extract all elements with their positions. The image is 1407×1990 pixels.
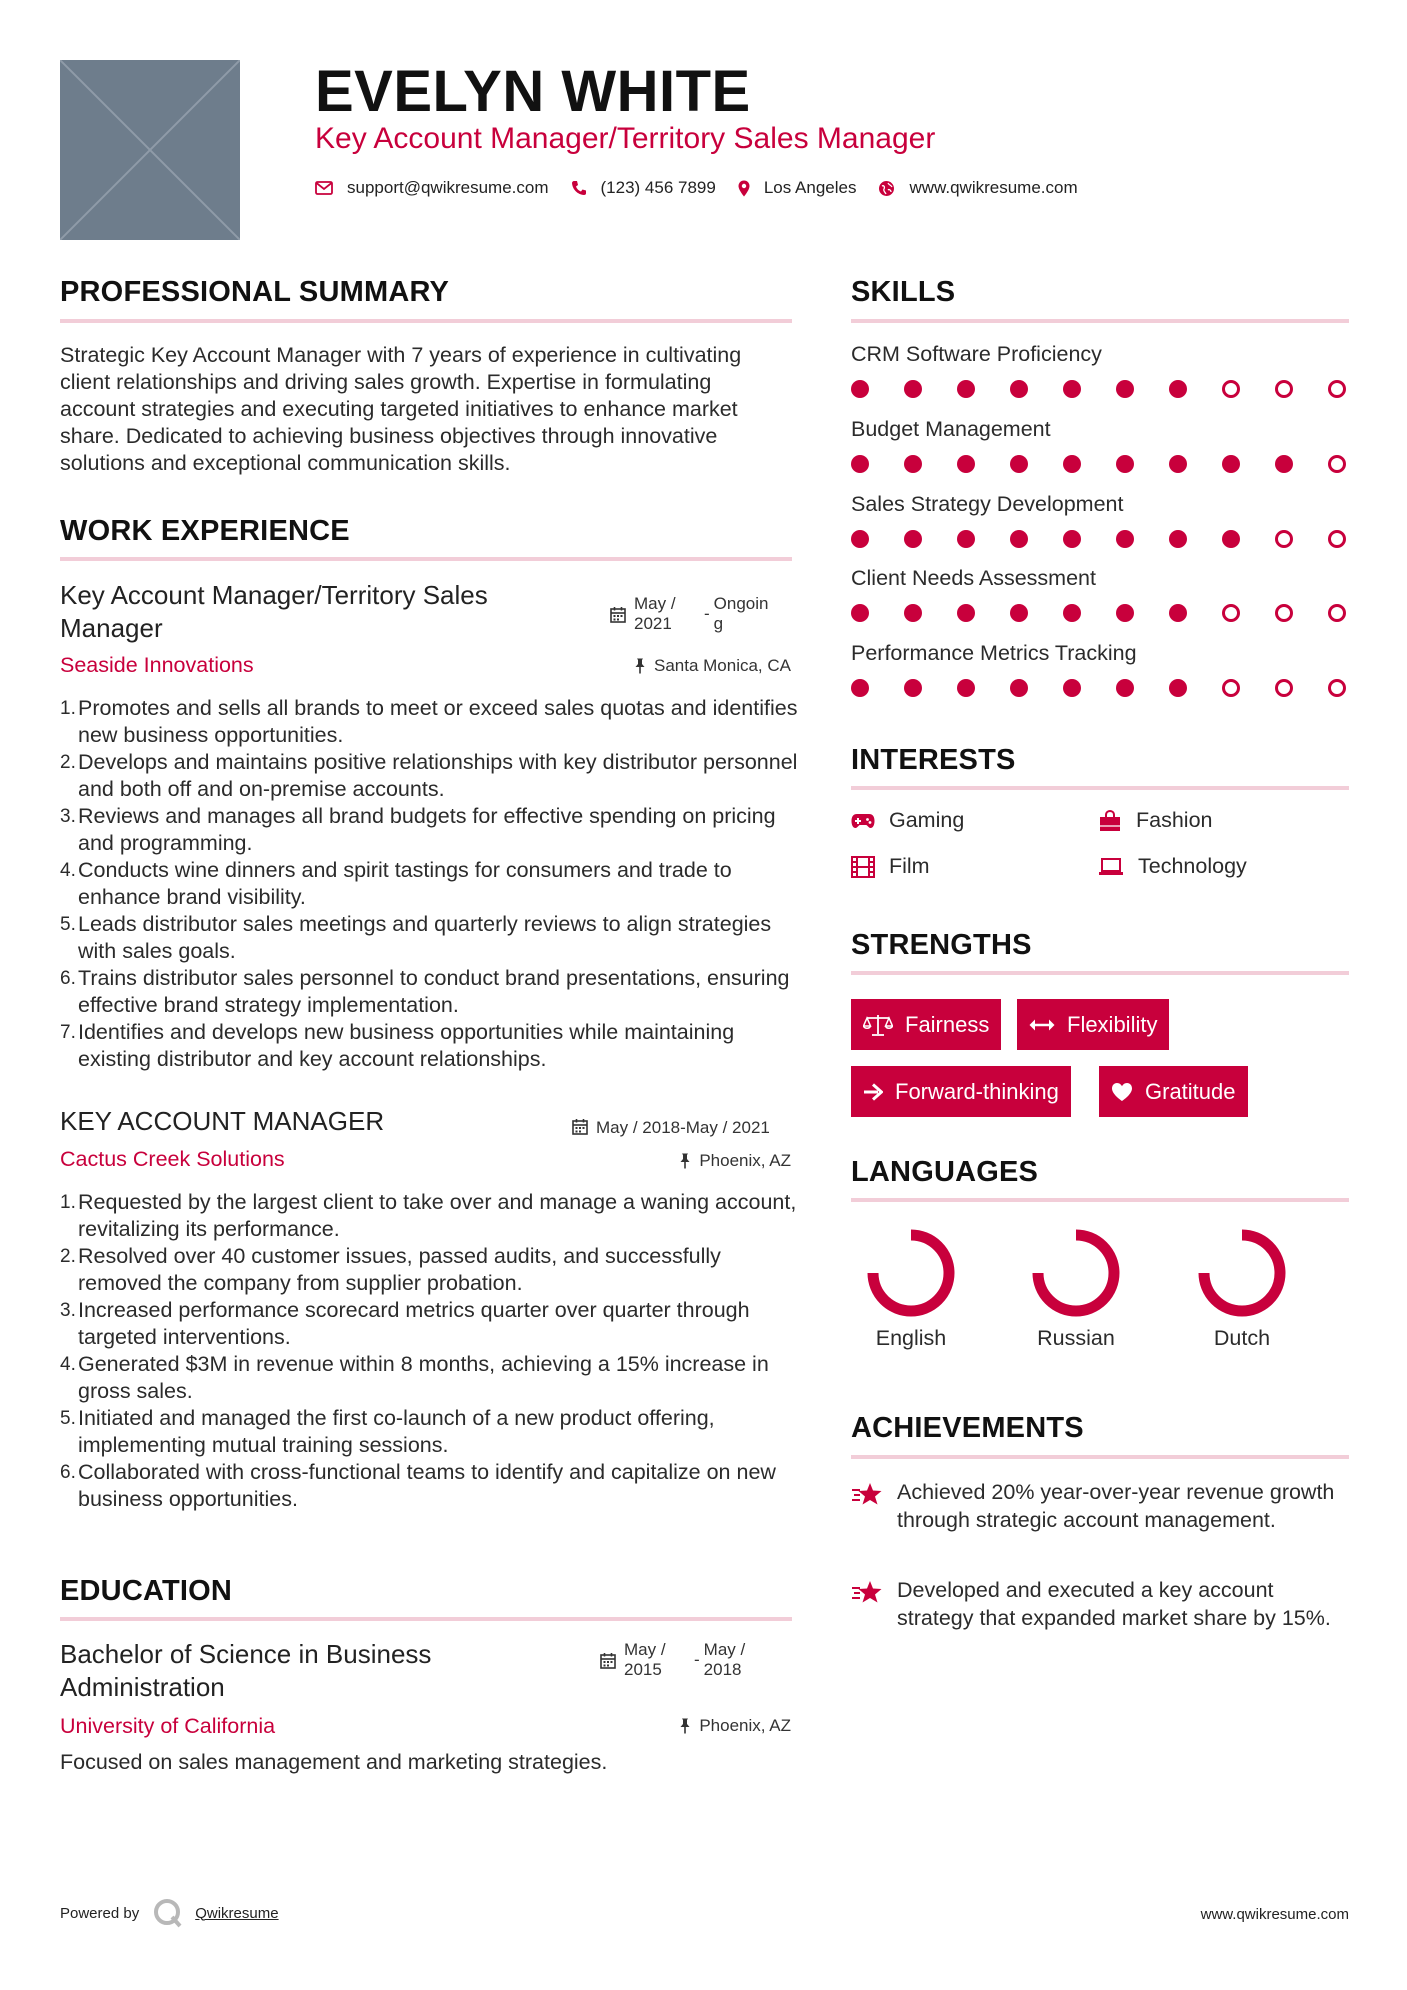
skill-dot-filled (1010, 380, 1028, 398)
skill-dot-filled (1116, 679, 1134, 697)
date-separator: - (704, 604, 710, 623)
job-title: KEY ACCOUNT MANAGER (60, 1106, 385, 1136)
heart-icon (1111, 1082, 1133, 1102)
languages-heading: LANGUAGES (851, 1156, 1039, 1188)
job-dates: May / 2018-May / 2021 (572, 1118, 770, 1138)
skill-dot-empty (1328, 679, 1346, 697)
duty-item: Increased performance scorecard metrics quarter over quarter through targeted interventions. (78, 1298, 750, 1349)
profile-photo (60, 60, 240, 240)
skill-dot-filled (1063, 604, 1081, 622)
duty-item: Generated $3M in revenue within 8 months, achieving a 15% increase in gross sales. (78, 1352, 769, 1403)
skill-rating (851, 380, 1349, 402)
skill-dot-empty (1275, 604, 1293, 622)
skills-divider (851, 319, 1349, 323)
language-level-arc (873, 1235, 949, 1311)
skill-name: CRM Software Proficiency (851, 342, 1102, 366)
language-level-arc (1204, 1235, 1280, 1311)
skill-dot-filled (1169, 679, 1187, 697)
language-item: Dutch (1177, 1228, 1307, 1351)
skill-item (851, 342, 1349, 402)
skill-dot-filled (851, 530, 869, 548)
job-location: Phoenix, AZ (679, 1151, 791, 1171)
duty-item: Conducts wine dinners and spirit tastings for consumers and trade to enhance brand visibility. (78, 858, 732, 909)
date-end: May / 2018 (703, 1640, 746, 1679)
skill-dot-empty (1275, 679, 1293, 697)
duty-item: Reviews and manages all brand budgets for effective spending on pricing and programming. (78, 804, 776, 855)
education-description: Focused on sales management and marketing strategies. (60, 1750, 608, 1774)
strength-chip: Forward-thinking (851, 1066, 1071, 1117)
skill-dot-filled (957, 455, 975, 473)
duty-item: Resolved over 40 customer issues, passed audits, and successfully removed the company from supplier probation. (78, 1244, 721, 1295)
calendar-icon (600, 1652, 616, 1669)
skill-rating (851, 455, 1349, 477)
strength-chip: Flexibility (1017, 999, 1169, 1050)
duty-item: Trains distributor sales personnel to conduct brand presentations, ensuring effective brand strategy implementation. (78, 966, 790, 1017)
job-title: Key Account Manager/Territory Sales Manager (60, 580, 488, 643)
globe-icon (878, 180, 895, 197)
footer-powered-by (60, 1898, 279, 1928)
experience-divider (60, 557, 792, 561)
skill-dot-filled (1063, 380, 1081, 398)
skill-dot-filled (1063, 455, 1081, 473)
skill-dot-empty (1328, 380, 1346, 398)
summary-heading: PROFESSIONAL SUMMARY (60, 276, 450, 308)
skill-dot-filled (904, 455, 922, 473)
powered-by-label: Powered by (60, 1904, 140, 1922)
job-dates (610, 594, 800, 634)
strength-chip: Gratitude (1099, 1066, 1248, 1117)
skills-heading: SKILLS (851, 276, 956, 308)
strengths-heading: STRENGTHS (851, 929, 1032, 961)
qwikresume-link[interactable]: Qwikresume (195, 1904, 279, 1922)
duty-item: Identifies and develops new business opportunities while maintaining existing distributor and key account relationships. (78, 1020, 735, 1071)
skill-rating (851, 679, 1349, 701)
candidate-title: Key Account Manager/Territory Sales Manager (315, 122, 936, 155)
interest-item: Film (851, 854, 930, 879)
laptop-icon (1098, 858, 1124, 876)
photo-placeholder-icon (60, 60, 240, 240)
skill-dot-empty (1275, 380, 1293, 398)
language-ring (1031, 1228, 1121, 1318)
school-name: University of California (60, 1714, 276, 1738)
skill-dot-filled (1169, 455, 1187, 473)
skill-dot-filled (1169, 530, 1187, 548)
skill-dot-empty (1222, 604, 1240, 622)
skill-dot-empty (1328, 604, 1346, 622)
languages-divider (851, 1198, 1349, 1202)
date-start: May / 2021 (634, 594, 676, 633)
interest-item: Fashion (1098, 808, 1213, 833)
skill-dot-filled (1222, 530, 1240, 548)
skill-item (851, 417, 1349, 477)
education-divider (60, 1617, 792, 1621)
date-separator: - (694, 1650, 700, 1669)
balance-scale-icon (863, 1014, 893, 1036)
company-name: Cactus Creek Solutions (60, 1147, 285, 1171)
contact-website[interactable] (878, 178, 1077, 198)
strengths-divider (851, 971, 1349, 975)
star-award-icon (851, 1580, 883, 1604)
company-name: Seaside Innovations (60, 653, 254, 677)
education-heading: EDUCATION (60, 1575, 233, 1607)
skill-dot-filled (851, 455, 869, 473)
contact-location (738, 178, 857, 198)
skill-dot-empty (1222, 679, 1240, 697)
envelope-icon (315, 181, 333, 195)
date-start: May / 2015 (624, 1640, 666, 1679)
skill-dot-filled (904, 530, 922, 548)
skill-dot-filled (1222, 455, 1240, 473)
skill-dot-filled (851, 380, 869, 398)
duty-item: Initiated and managed the first co-launch of a new product offering, implementing mutual training sessions. (78, 1406, 715, 1457)
skill-dot-filled (957, 380, 975, 398)
skill-dot-empty (1275, 530, 1293, 548)
skill-dot-filled (1063, 679, 1081, 697)
job-duties (60, 1189, 798, 1513)
degree-title: Bachelor of Science in Business Administration (60, 1639, 432, 1702)
achievements-heading: ACHIEVEMENTS (851, 1412, 1084, 1444)
skill-dot-filled (957, 604, 975, 622)
skill-rating (851, 530, 1349, 552)
calendar-icon (610, 606, 626, 623)
star-award-icon (851, 1482, 883, 1506)
skill-dot-empty (1328, 530, 1346, 548)
duty-item: Requested by the largest client to take over and manage a waning account, revitalizing its performance. (78, 1190, 797, 1241)
website-text: www.qwikresume.com (909, 178, 1078, 197)
job-duties (60, 695, 798, 1073)
skill-dot-filled (1063, 530, 1081, 548)
skill-item (851, 641, 1349, 701)
duty-item: Collaborated with cross-functional teams to identify and capitalize on new business opportunities. (78, 1460, 776, 1511)
skill-dot-filled (1010, 455, 1028, 473)
language-ring (866, 1228, 956, 1318)
skill-name: Client Needs Assessment (851, 566, 1096, 590)
qwikresume-logo-icon (153, 1898, 183, 1928)
interests-heading: INTERESTS (851, 744, 1016, 776)
interests-divider (851, 786, 1349, 790)
language-level-arc (1038, 1235, 1114, 1311)
map-pin-icon (738, 180, 750, 197)
skill-dot-filled (1116, 604, 1134, 622)
achievements-divider (851, 1455, 1349, 1459)
contact-bar (315, 178, 1100, 198)
skill-item (851, 566, 1349, 626)
job-location: Santa Monica, CA (634, 656, 791, 676)
skill-dot-filled (1169, 604, 1187, 622)
skill-dot-filled (957, 679, 975, 697)
shopping-bag-icon (1098, 810, 1122, 832)
skill-name: Performance Metrics Tracking (851, 641, 1137, 665)
duty-item: Promotes and sells all brands to meet or exceed sales quotas and identifies new business opportunities. (78, 696, 798, 747)
skill-dot-empty (1222, 380, 1240, 398)
skill-rating (851, 604, 1349, 626)
experience-heading: WORK EXPERIENCE (60, 515, 350, 547)
footer-website-link[interactable]: www.qwikresume.com (1200, 1906, 1349, 1923)
language-ring (1197, 1228, 1287, 1318)
duty-item: Leads distributor sales meetings and quarterly reviews to align strategies with sales goals. (78, 912, 772, 963)
contact-email[interactable] (315, 178, 549, 198)
skill-dot-filled (1116, 455, 1134, 473)
skill-dot-filled (1169, 380, 1187, 398)
candidate-name: EVELYN WHITE (315, 59, 751, 124)
achievement-item: Achieved 20% year-over-year revenue growth through strategic account management. (851, 1478, 1341, 1534)
location-text: Los Angeles (763, 178, 857, 197)
pushpin-icon (634, 658, 646, 674)
skill-name: Budget Management (851, 417, 1051, 441)
date-end: Ongoing (713, 594, 769, 633)
film-icon (851, 856, 875, 878)
skill-dot-filled (1010, 530, 1028, 548)
skill-dot-filled (957, 530, 975, 548)
language-item: Russian (1011, 1228, 1141, 1351)
arrows-horizontal-icon (1029, 1018, 1055, 1032)
arrow-right-icon (863, 1083, 883, 1101)
skill-dot-filled (1116, 530, 1134, 548)
summary-divider (60, 319, 792, 323)
skill-dot-filled (851, 604, 869, 622)
skill-dot-filled (904, 679, 922, 697)
duty-item: Develops and maintains positive relationships with key distributor personnel and both off and on-premise accounts. (78, 750, 798, 801)
skill-dot-filled (1010, 679, 1028, 697)
skill-item (851, 492, 1349, 552)
email-text: support@qwikresume.com (347, 178, 549, 197)
skill-dot-filled (904, 604, 922, 622)
skill-dot-filled (851, 679, 869, 697)
education-dates (600, 1640, 800, 1680)
skill-dot-filled (1116, 380, 1134, 398)
skill-dot-filled (904, 380, 922, 398)
skill-dot-empty (1328, 455, 1346, 473)
calendar-icon (572, 1118, 588, 1135)
pushpin-icon (679, 1718, 691, 1734)
interest-item: Technology (1098, 854, 1247, 879)
language-item: English (846, 1228, 976, 1351)
interest-item: Gaming (851, 808, 964, 833)
skill-dot-filled (1010, 604, 1028, 622)
gamepad-icon (851, 813, 875, 829)
skill-dot-filled (1275, 455, 1293, 473)
summary-text: Strategic Key Account Manager with 7 years of experience in cultivating client relationships and driving sales growth. Expertise in formulating account strategies and executing targeted initiatives to enhance market share. Dedicated to achieving business objectives through innovative solutions and exceptional communication skills. (60, 343, 742, 475)
pushpin-icon (679, 1153, 691, 1169)
achievement-item: Developed and executed a key account strategy that expanded market share by 15%. (851, 1576, 1341, 1632)
strength-chip: Fairness (851, 999, 1001, 1050)
phone-icon (571, 180, 587, 196)
contact-phone[interactable] (571, 178, 716, 198)
education-location: Phoenix, AZ (679, 1716, 791, 1736)
skill-name: Sales Strategy Development (851, 492, 1124, 516)
phone-text: (123) 456 7899 (600, 178, 716, 197)
